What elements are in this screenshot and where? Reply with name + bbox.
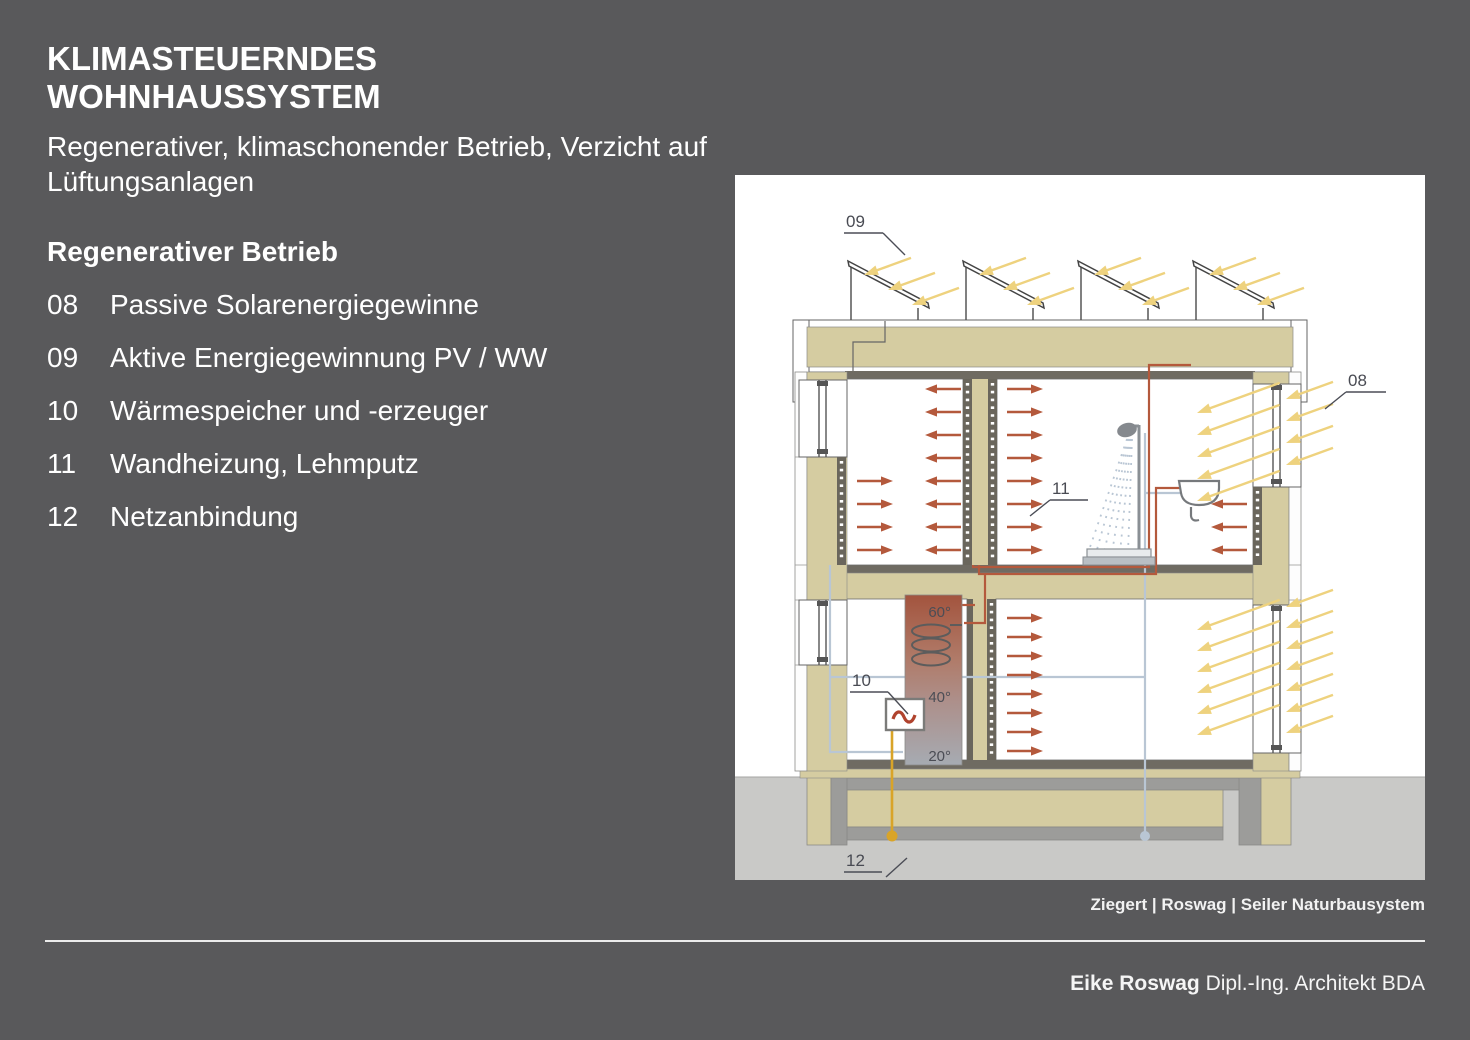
svg-text:12: 12 — [846, 851, 865, 870]
tank-temp-middle: 40° — [928, 689, 951, 706]
item-label: Aktive Energiegewinnung PV / WW — [110, 342, 548, 374]
item-number: 12 — [47, 500, 79, 532]
svg-text:09: 09 — [846, 212, 865, 231]
heat-pump-unit — [886, 699, 924, 730]
sun-arrow-icon — [1140, 283, 1190, 309]
sun-arrow-icon — [1116, 268, 1166, 294]
page-title: KLIMASTEUERNDES WOHNHAUSSYSTEM — [47, 40, 381, 115]
water-node-dot — [1140, 831, 1150, 841]
item-number: 08 — [47, 289, 79, 321]
item-label: Passive Solarenergiegewinne — [110, 289, 479, 321]
callout-08-passive — [1325, 371, 1386, 409]
item-label: Netzanbindung — [110, 500, 299, 532]
diagram-panel — [735, 175, 1425, 880]
solar-panel — [1078, 261, 1159, 320]
solar-collectors — [848, 261, 1274, 320]
central-wall-upper — [963, 379, 997, 565]
page-subtitle: Regenerativer, klimaschonender Betrieb, Verzicht auf Lüftungsanlagen — [47, 130, 707, 197]
list-item — [47, 290, 707, 321]
legend-heading: Regenerativer Betrieb — [47, 235, 339, 267]
diagram-caption: Ziegert | Roswag | Seiler Naturbausystem — [1090, 895, 1425, 914]
solar-panel — [848, 261, 929, 320]
list-item — [47, 502, 707, 533]
text-column — [47, 40, 707, 532]
footer-divider — [45, 940, 1425, 942]
sun-arrow-icon — [1255, 283, 1305, 309]
solar-panel — [963, 261, 1044, 320]
footer-role: Dipl.-Ing. Architekt BDA — [1205, 972, 1425, 995]
item-number: 09 — [47, 342, 79, 374]
sun-arrow-icon — [886, 268, 936, 294]
callout-09-solar — [844, 212, 905, 255]
tank-temp-bottom: 20° — [928, 748, 951, 765]
item-label: Wandheizung, Lehmputz — [110, 447, 419, 479]
svg-text:10: 10 — [852, 671, 871, 690]
sun-arrow-icon — [910, 283, 960, 309]
grid-node-dot — [887, 831, 898, 842]
footer-author: Eike Roswag — [1070, 972, 1200, 995]
window-upper-left — [799, 380, 847, 457]
shower-tray — [1087, 549, 1151, 557]
ground-floor-slab — [800, 760, 1300, 778]
svg-text:11: 11 — [1052, 479, 1070, 498]
foundation — [807, 771, 1291, 845]
house-cross-section — [735, 175, 1425, 880]
footer — [625, 972, 1425, 996]
tank-temp-top: 60° — [928, 604, 951, 621]
list-item — [47, 396, 707, 427]
inter-floor-slab — [800, 565, 1300, 600]
list-item — [47, 449, 707, 480]
sun-arrow-icon — [1001, 268, 1051, 294]
sun-arrow-icon — [1025, 283, 1075, 309]
item-number: 11 — [47, 447, 77, 479]
svg-text:08: 08 — [1348, 371, 1367, 390]
window-lower-left — [799, 600, 847, 665]
item-number: 10 — [47, 395, 79, 427]
solar-panel — [1193, 261, 1274, 320]
room-upper-left — [846, 379, 963, 565]
legend — [47, 235, 707, 533]
list-item — [47, 343, 707, 374]
item-label: Wärmespeicher und -erzeuger — [110, 395, 489, 427]
sun-arrow-icon — [1231, 268, 1281, 294]
